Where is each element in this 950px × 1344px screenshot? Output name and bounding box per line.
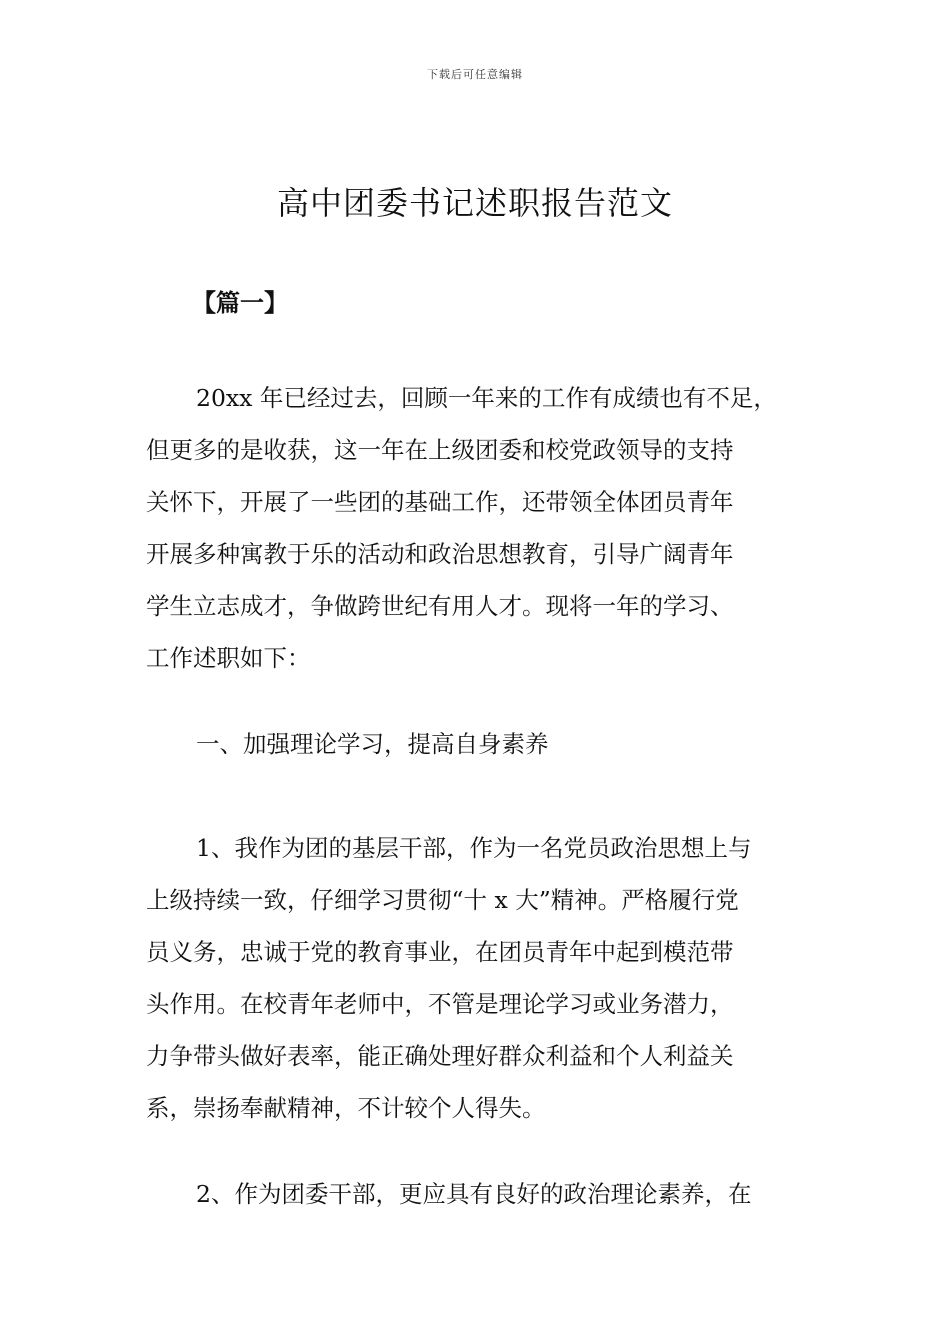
- intro-paragraph: [146, 372, 846, 684]
- document-title: 高中团委书记述职报告范文: [276, 184, 673, 222]
- text-line: 系，崇扬奉献精神，不计较个人得失。: [146, 1094, 546, 1122]
- item-one-paragraph: [146, 822, 846, 1134]
- text-line: 学生立志成才，争做跨世纪有用人才。现将一年的学习、: [146, 592, 734, 620]
- text-line: 1、我作为团的基层干部，作为一名党员政治思想上与: [196, 834, 752, 862]
- item-two-paragraph: [146, 1168, 846, 1220]
- header-note: 下载后可任意编辑: [427, 68, 523, 81]
- section-label: 【篇一】: [192, 289, 288, 317]
- text-line: 工作述职如下：: [146, 644, 311, 672]
- text-line: 开展多种寓教于乐的活动和政治思想教育，引导广阔青年: [146, 540, 734, 568]
- text-line: 头作用。在校青年老师中，不管是理论学习或业务潜力，: [146, 990, 734, 1018]
- text-line: 员义务，忠诚于党的教育事业，在团员青年中起到模范带: [146, 938, 734, 966]
- text-line: 上级持续一致，仔细学习贯彻“十 x 大”精神。严格履行党: [146, 886, 739, 914]
- text-line: 但更多的是收获，这一年在上级团委和校党政领导的支持: [146, 436, 734, 464]
- text-line: 20xx 年已经过去，回顾一年来的工作有成绩也有不足，: [196, 384, 777, 412]
- heading-text: 一、加强理论学习，提高自身素养: [196, 730, 549, 758]
- text-line: 2、作为团委干部，更应具有良好的政治理论素养，在: [196, 1180, 752, 1208]
- text-line: 力争带头做好表率，能正确处理好群众利益和个人利益关: [146, 1042, 734, 1070]
- text-line: 关怀下，开展了一些团的基础工作，还带领全体团员青年: [146, 488, 734, 516]
- section-heading: [146, 718, 846, 770]
